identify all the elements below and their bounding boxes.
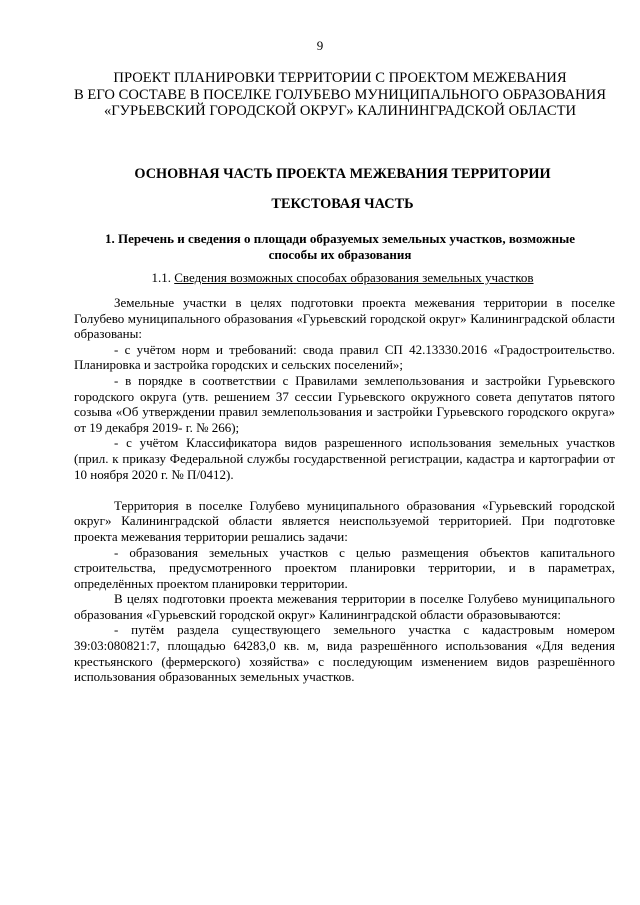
page-number: 9 bbox=[316, 38, 324, 53]
list-item: - с учётом норм и требований: свода правил СП 42.13330.2016 «Градостроительство. Планировка и застройка городских и сельских поселений»; bbox=[74, 341, 615, 373]
main-title: ОСНОВНАЯ ЧАСТЬ ПРОЕКТА МЕЖЕВАНИЯ ТЕРРИТОРИИ bbox=[134, 166, 551, 182]
section-1-heading-line-1: 1. Перечень и сведения о площади образуемых земельных участков, возможные bbox=[105, 231, 575, 246]
sub-title: ТЕКСТОВАЯ ЧАСТЬ bbox=[271, 196, 414, 212]
list-item: - образования земельных участков с целью размещения объектов капитального строительства, предусмотренного проектом планировки территории, и в параметрах, определённых проектом планировки территории. bbox=[74, 544, 615, 591]
paragraph: Земельные участки в целях подготовки проекта межевания территории в поселке Голубево муниципального образования «Гурьевский городской округ» Калининградской области образованы: bbox=[74, 295, 615, 342]
list-item: - в порядке в соответствии с Правилами землепользования и застройки Гурьевского городского округа (утв. решением 37 сессии Гурьевского окружного совета депутатов пятого созыва «Об утверждении правил землепользования и застройки Гурьевского городского округа» от 19 декабря 2019- г. № 266); bbox=[74, 372, 615, 435]
header-line-2: В ЕГО СОСТАВЕ В ПОСЕЛКЕ ГОЛУБЕВО МУНИЦИПАЛЬНОГО ОБРАЗОВАНИЯ bbox=[74, 86, 606, 103]
header-line-1: ПРОЕКТ ПЛАНИРОВКИ ТЕРРИТОРИИ С ПРОЕКТОМ МЕЖЕВАНИЯ bbox=[113, 70, 567, 86]
paragraph: Территория в поселке Голубево муниципального образования «Гурьевский городской округ» Калининградской области является неиспользуемой территорией. При подготовке проекта межевания территории решались задачи: bbox=[74, 497, 615, 544]
section-1-1-title: Сведения возможных способах образования земельных участков bbox=[174, 270, 534, 285]
paragraph: В целях подготовки проекта межевания территории в поселке Голубево муниципального образования «Гурьевский городской округ» Калининградской области образовываются: bbox=[74, 591, 615, 622]
section-1-1-number: 1.1. bbox=[151, 270, 171, 285]
list-item: - с учётом Классификатора видов разрешенного использования земельных участков (прил. к приказу Федеральной службы государственной регистрации, кадастра и картографии от 10 ноября 2020 г. № П/0412). bbox=[74, 435, 615, 482]
document-header bbox=[60, 70, 620, 120]
section-1-heading-line-2: способы их образования bbox=[268, 246, 412, 262]
list-item: - путём раздела существующего земельного участка с кадастровым номером 39:03:080821:7, площадью 64283,0 кв. м, вида разрешённого использования «Для ведения крестьянского (фермерского) хозяйства» с последующим изменением видов разрешённого использования образованных земельных участков. bbox=[74, 622, 615, 685]
section-1-heading bbox=[70, 231, 610, 262]
section-1-1-heading bbox=[70, 270, 615, 286]
header-line-3: «ГУРЬЕВСКИЙ ГОРОДСКОЙ ОКРУГ» КАЛИНИНГРАДСКОЙ ОБЛАСТИ bbox=[103, 103, 577, 119]
body-text bbox=[74, 295, 615, 685]
